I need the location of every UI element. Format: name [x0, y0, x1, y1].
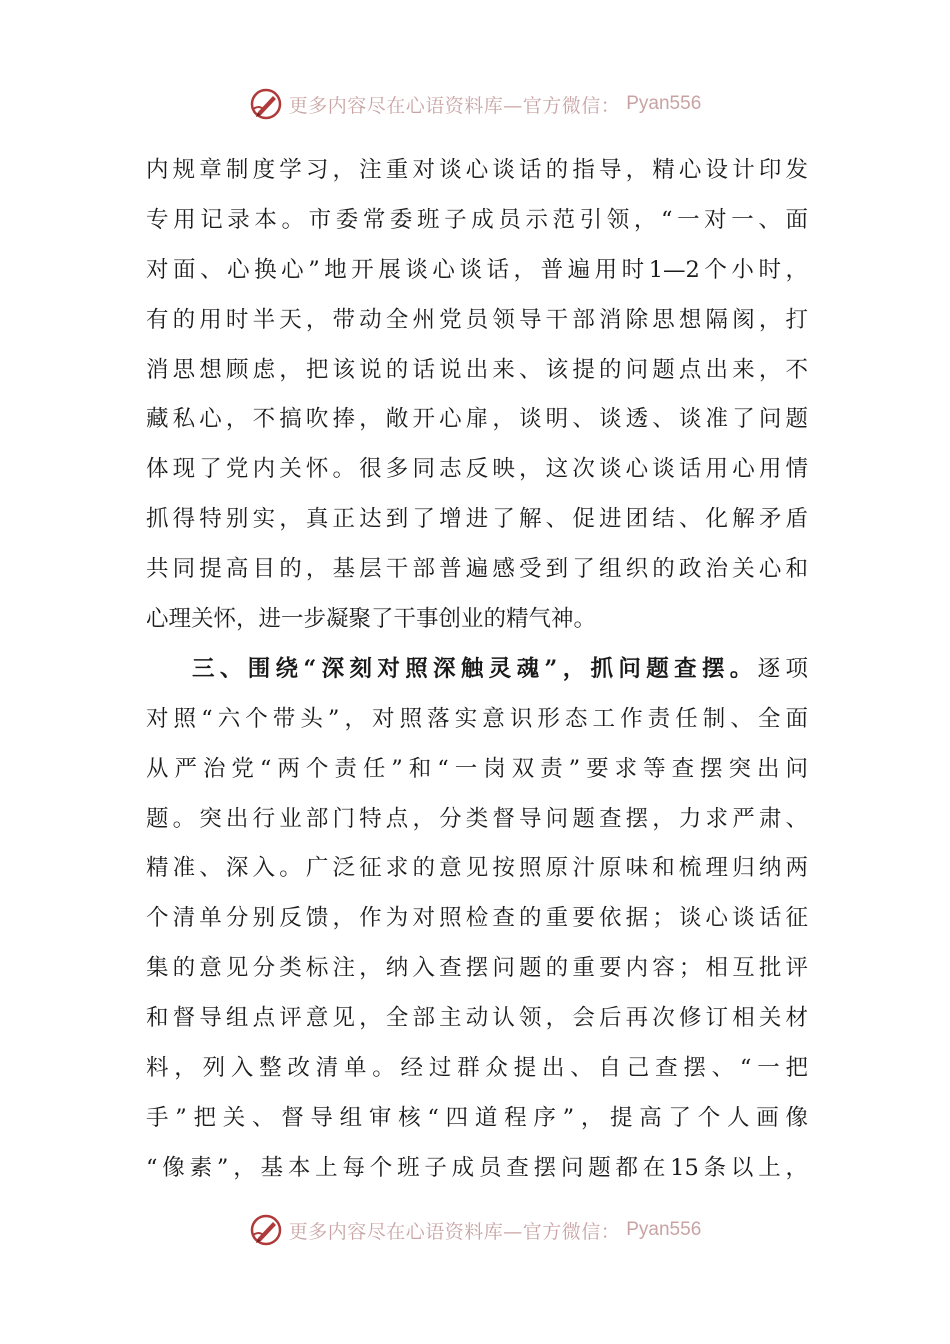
section-heading-line: [146, 645, 808, 695]
text-line: 抓得特别实，真正达到了增进了解、促进团结、化解矛盾: [146, 506, 808, 533]
pen-logo-icon: [249, 87, 283, 121]
header-watermark: [0, 84, 950, 124]
text-line: 料，列入整改清单。经过群众提出、自己查摆、“一把: [146, 1055, 808, 1082]
section-heading-tail: 逐项: [757, 655, 808, 682]
text-line: 集的意见分类标注，纳入查摆问题的重要内容；相互批评: [146, 955, 808, 982]
text-line: 手”把关、督导组审核“四道程序”，提高了个人画像: [146, 1104, 808, 1131]
text-line: 体现了党内关怀。很多同志反映，这次谈心谈话用心用情: [146, 456, 808, 483]
text-line: 个清单分别反馈，作为对照检查的重要依据；谈心谈话征: [146, 905, 808, 932]
section-heading: 三、围绕“深刻对照深触灵魂”，抓问题查摆。: [192, 655, 758, 682]
text-line: 对照“六个带头”，对照落实意识形态工作责任制、全面: [146, 705, 808, 732]
pen-logo-icon: [249, 1213, 283, 1247]
text-line: 对面、心换心”地开展谈心谈话，普遍用时1—2个小时，: [146, 256, 808, 283]
watermark-wechat-id: Pyan556: [626, 93, 702, 114]
watermark-text: 更多内容尽在心语资料库—官方微信：: [288, 94, 621, 117]
text-line: 共同提高目的，基层干部普遍感受到了组织的政治关心和: [146, 556, 808, 583]
text-line: 有的用时半天，带动全州党员领导干部消除思想隔阂，打: [146, 306, 808, 333]
text-line: “像素”，基本上每个班子成员查摆问题都在15条以上，: [146, 1154, 808, 1181]
text-line: 心理关怀，进一步凝聚了干事创业的精气神。: [146, 606, 597, 633]
footer-watermark: [0, 1210, 950, 1250]
text-line: 消思想顾虑，把该说的话说出来、该提的问题点出来，不: [146, 356, 808, 383]
text-line: 从严治党“两个责任”和“一岗双责”要求等查摆突出问: [146, 755, 808, 782]
text-line: 和督导组点评意见，全部主动认领，会后再次修订相关材: [146, 1005, 808, 1032]
watermark-wechat-id: Pyan556: [626, 1219, 702, 1240]
text-line: 题。突出行业部门特点，分类督导问题查摆，力求严肃、: [146, 805, 808, 832]
text-line: 藏私心，不搞吹捧，敞开心扉，谈明、谈透、谈准了问题: [146, 406, 808, 433]
text-line: 内规章制度学习，注重对谈心谈话的指导，精心设计印发: [146, 157, 808, 183]
watermark-text: 更多内容尽在心语资料库—官方微信：: [288, 1220, 621, 1243]
text-line: 专用记录本。市委常委班子成员示范引领，“一对一、面: [146, 206, 808, 233]
text-line: 精准、深入。广泛征求的意见按照原汁原味和梳理归纳两: [146, 855, 808, 882]
document-body: [146, 146, 808, 1194]
